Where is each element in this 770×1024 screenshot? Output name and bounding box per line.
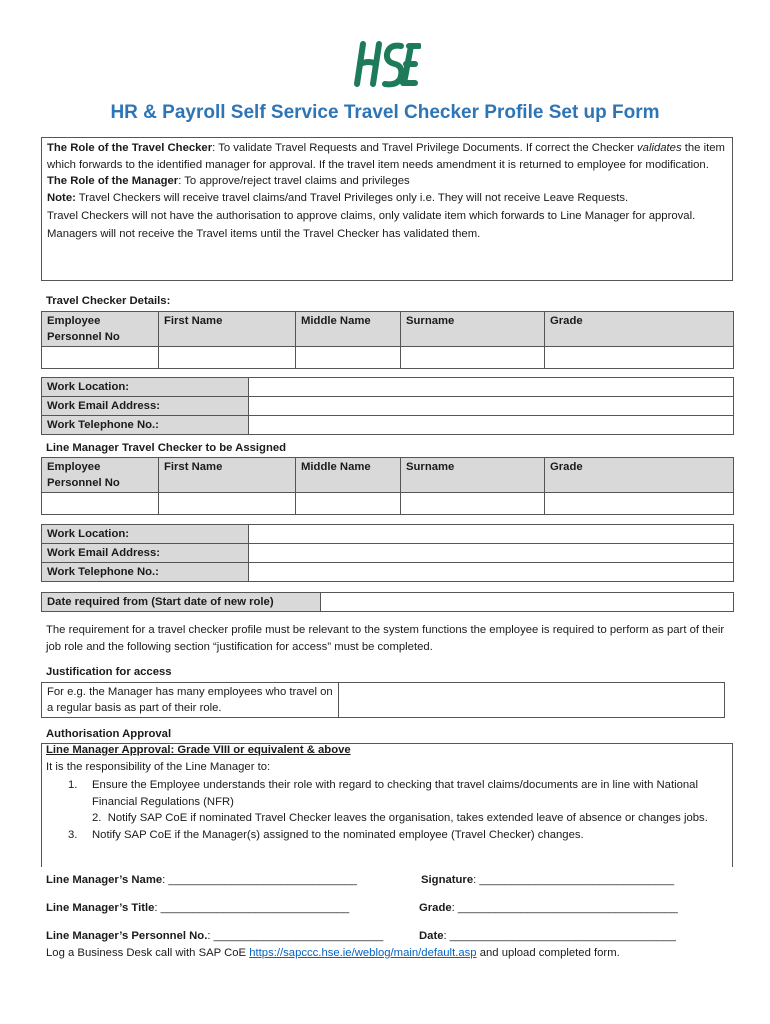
lm-work-location-input[interactable] — [249, 525, 734, 544]
checker-work-email-input[interactable] — [249, 397, 734, 416]
authorisation-intro: It is the responsibility of the Line Manager to: — [46, 761, 271, 773]
lm-personnel-field[interactable] — [46, 928, 383, 944]
form-title: HR & Payroll Self Service Travel Checker Profile Set up Form — [110, 102, 660, 123]
checker-personnel-no-input[interactable] — [42, 347, 159, 369]
checker-middle-name-input[interactable] — [296, 347, 401, 369]
footer-text-end: and upload completed form. — [476, 947, 620, 959]
col-middle-name: Middle Name — [296, 312, 401, 347]
lm-col-grade: Grade — [545, 458, 734, 493]
date-field[interactable] — [419, 928, 676, 944]
checker-first-name-input[interactable] — [159, 347, 296, 369]
lm-title-label: Line Manager’s Title — [46, 902, 155, 914]
validates-word: validates — [637, 142, 682, 154]
signature-line: : _______________________________ — [473, 874, 675, 886]
sap-coe-link[interactable]: https://sapccc.hse.ie/weblog/main/default.asp — [249, 947, 477, 959]
lm-col-middle-name: Middle Name — [296, 458, 401, 493]
date-required-input[interactable] — [321, 593, 734, 612]
lm-personnel-line: : ___________________________ — [207, 930, 384, 942]
lm-work-email-input[interactable] — [249, 544, 734, 563]
lm-col-surname: Surname — [401, 458, 545, 493]
lm-col-personnel-no: Employee Personnel No — [42, 458, 159, 493]
lm-grade-input[interactable] — [545, 493, 734, 515]
manager-role-text: : To approve/reject travel claims and privileges — [178, 175, 410, 187]
lm-work-table — [41, 524, 734, 582]
work-email-label: Work Email Address: — [42, 397, 249, 416]
justification-heading: Justification for access — [46, 666, 172, 678]
col-surname: Surname — [401, 312, 545, 347]
checker-surname-input[interactable] — [401, 347, 545, 369]
lm-work-telephone-input[interactable] — [249, 563, 734, 582]
requirement-text: The requirement for a travel checker profile must be relevant to the system functions the employee is required to perform as part of their job role and the following section “justification for access” must be completed. — [46, 624, 725, 653]
item-number: 3. — [68, 828, 78, 841]
date-required-label: Date required from (Start date of new role) — [42, 593, 321, 612]
checker-grade-input[interactable] — [545, 347, 734, 369]
lm-surname-input[interactable] — [401, 493, 545, 515]
lm-personnel-label: Line Manager’s Personnel No. — [46, 930, 208, 942]
grade-field[interactable] — [419, 900, 678, 916]
note-text: Travel Checkers will receive travel claims/and Travel Privileges only i.e. They will not receive Leave Requests. — [75, 191, 629, 204]
justification-table — [41, 682, 725, 718]
line-manager-heading: Line Manager Travel Checker to be Assigned — [46, 442, 287, 454]
lm-name-label: Line Manager’s Name — [46, 874, 163, 886]
footer-instruction — [46, 945, 620, 961]
line-manager-table — [41, 457, 734, 515]
grade-label: Grade — [419, 902, 452, 914]
justification-example: For e.g. the Manager has many employees who travel on a regular basis as part of their role. — [42, 683, 339, 718]
item-text: Ensure the Employee understands their role with regard to checking that travel claims/documents are in line with National Financial Regulations (NFR) — [92, 779, 698, 808]
lm-middle-name-input[interactable] — [296, 493, 401, 515]
travel-checker-heading: Travel Checker Details: — [46, 295, 171, 307]
grade-line: : ___________________________________ — [451, 902, 678, 914]
checker-work-table — [41, 377, 734, 435]
date-line: : ____________________________________ — [443, 930, 676, 942]
extra-note-text: Travel Checkers will not have the authorisation to approve claims, only validate item which forwards to Line Manager for approval. Managers will not receive the Travel items until the Travel Checker has validated them. — [47, 210, 696, 240]
footer-text: Log a Business Desk call with SAP CoE — [46, 947, 250, 959]
item-number: 2. — [92, 812, 102, 824]
work-location-label: Work Location: — [42, 378, 249, 397]
responsibility-list — [46, 777, 726, 843]
manager-role-label: The Role of the Manager — [47, 175, 179, 187]
lm-work-location-label: Work Location: — [42, 525, 249, 544]
checker-work-location-input[interactable] — [249, 378, 734, 397]
lm-name-field[interactable] — [46, 872, 357, 888]
item-text: Notify SAP CoE if nominated Travel Checker leaves the organisation, takes extended leave of absence or changes jobs. — [107, 812, 708, 824]
lm-personnel-no-input[interactable] — [42, 493, 159, 515]
item-text: Notify SAP CoE if the Manager(s) assigned to the nominated employee (Travel Checker) changes. — [92, 828, 584, 841]
travel-checker-table — [41, 311, 734, 369]
col-grade: Grade — [545, 312, 734, 347]
lm-name-line: : ______________________________ — [162, 874, 357, 886]
date-required-table — [41, 592, 734, 612]
item-number: 1. — [68, 779, 78, 791]
responsibility-item — [46, 810, 726, 827]
justification-input[interactable] — [339, 683, 725, 718]
col-first-name: First Name — [159, 312, 296, 347]
responsibility-item — [46, 777, 726, 810]
lm-work-telephone-label: Work Telephone No.: — [42, 563, 249, 582]
lm-work-email-label: Work Email Address: — [42, 544, 249, 563]
lm-title-line: : ______________________________ — [154, 902, 350, 914]
date-label: Date — [419, 930, 444, 942]
lm-title-field[interactable] — [46, 900, 349, 916]
note-label: Note: — [47, 191, 76, 204]
work-telephone-label: Work Telephone No.: — [42, 416, 249, 435]
signature-label: Signature — [421, 874, 474, 886]
checker-role-text-2: the item which forwards to the identified manager for approval. If the travel item needs amendment it is returned to employee for modification. — [47, 142, 725, 171]
checker-work-telephone-input[interactable] — [249, 416, 734, 435]
col-personnel-no: Employee Personnel No — [42, 312, 159, 347]
signature-field[interactable] — [421, 872, 674, 888]
roles-box — [41, 137, 733, 281]
checker-role-text: : To validate Travel Requests and Travel Privilege Documents. If correct the Checker — [212, 142, 634, 154]
hse-logo — [349, 38, 421, 90]
authorisation-heading: Authorisation Approval — [46, 728, 172, 740]
responsibility-item — [46, 827, 726, 844]
authorisation-subheading: Line Manager Approval: Grade VIII or equivalent & above — [46, 744, 351, 756]
checker-role-label: The Role of the Travel Checker — [47, 142, 213, 154]
lm-col-first-name: First Name — [159, 458, 296, 493]
lm-first-name-input[interactable] — [159, 493, 296, 515]
